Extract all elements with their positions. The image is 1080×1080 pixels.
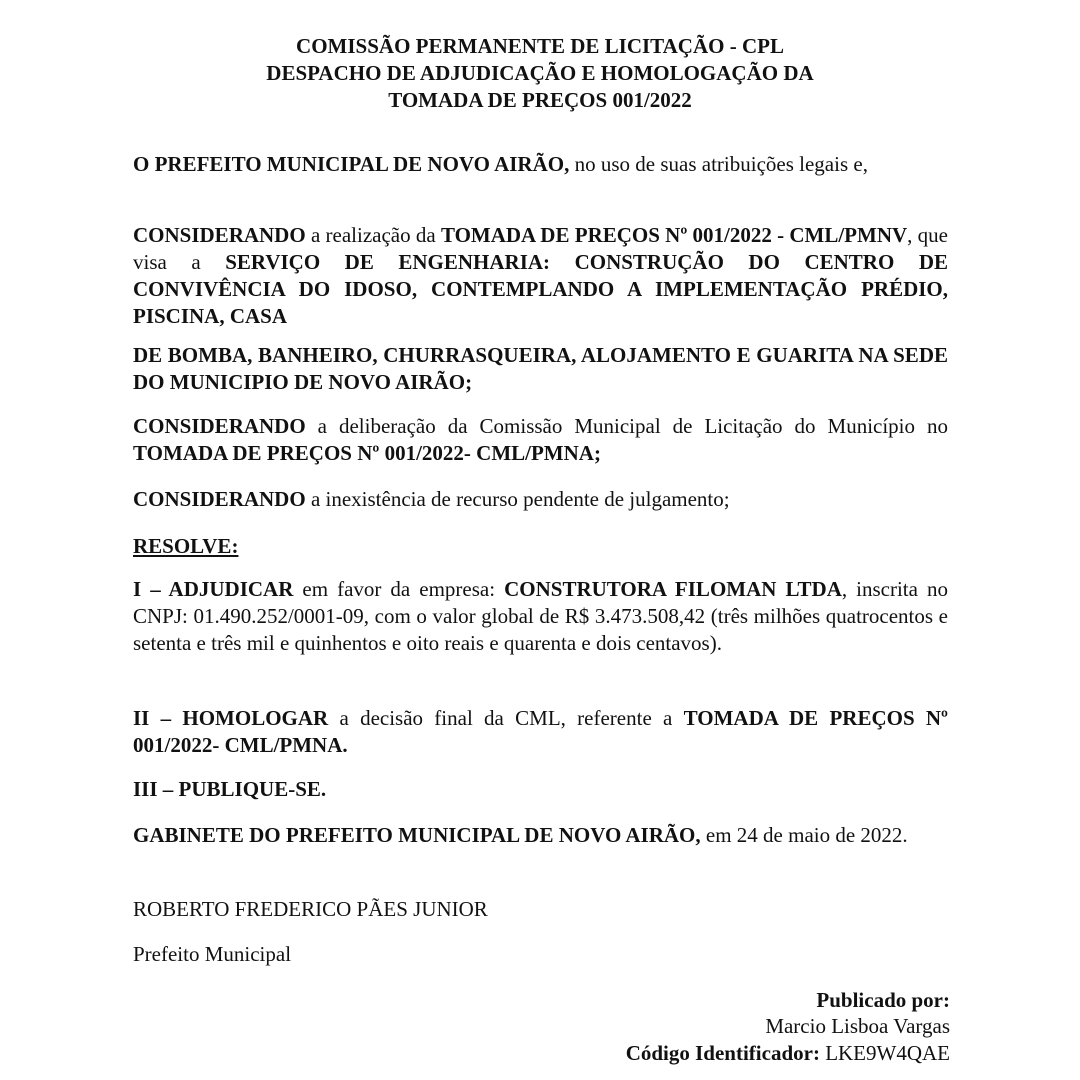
header-line-1: COMISSÃO PERMANENTE DE LICITAÇÃO - CPL [296, 34, 784, 58]
item-2-paragraph [133, 705, 948, 759]
item-1-paragraph [133, 576, 948, 657]
item-1-text-1: em favor da empresa: [293, 577, 505, 601]
intro-paragraph [133, 151, 948, 178]
item-1-bold-2: CONSTRUTORA FILOMAN LTDA [504, 577, 842, 601]
considerando-1-text-2: , que visa a [133, 223, 948, 274]
considerando-1-lead: CONSIDERANDO [133, 223, 306, 247]
considerando-3-paragraph [133, 486, 948, 513]
considerando-2-text: a deliberação da Comissão Municipal de Licitação do Município no [305, 414, 948, 438]
item-1-bold-1: I – ADJUDICAR [133, 577, 294, 601]
item-3-paragraph: III – PUBLIQUE-SE. [133, 777, 327, 801]
considerando-1-bold-2: SERVIÇO DE ENGENHARIA: CONSTRUÇÃO DO CENTRO DE CONVIVÊNCIA DO IDOSO, CONTEMPLANDO A IMPLEMENTAÇÃO PRÉDIO, PISCINA, CASA [133, 250, 948, 328]
header-line-2: DESPACHO DE ADJUDICAÇÃO E HOMOLOGAÇÃO DA [266, 61, 814, 85]
publisher-name: Marcio Lisboa Vargas [765, 1014, 950, 1038]
gabinete-text: em 24 de maio de 2022. [700, 823, 908, 847]
resolve-heading: RESOLVE: [133, 534, 239, 558]
header-line-3: TOMADA DE PREÇOS 001/2022 [388, 88, 692, 112]
intro-bold: O PREFEITO MUNICIPAL DE NOVO AIRÃO, [133, 152, 570, 176]
gabinete-paragraph [133, 822, 948, 849]
considerando-2-bold: TOMADA DE PREÇOS Nº 001/2022- CML/PMNA; [133, 441, 601, 465]
considerando-1-continuation: DE BOMBA, BANHEIRO, CHURRASQUEIRA, ALOJAMENTO E GUARITA NA SEDE DO MUNICIPIO DE NOVO AIRÃO; [133, 343, 948, 394]
identifier-code [626, 1040, 950, 1067]
item-2-text: a decisão final da CML, referente a [328, 706, 684, 730]
signature-role: Prefeito Municipal [133, 942, 292, 966]
identifier-code-value: LKE9W4QAE [819, 1041, 950, 1065]
gabinete-bold: GABINETE DO PREFEITO MUNICIPAL DE NOVO AIRÃO, [133, 823, 701, 847]
signature-name: ROBERTO FREDERICO PÃES JUNIOR [133, 897, 488, 921]
considerando-2-lead: CONSIDERANDO [133, 414, 306, 438]
considerando-1-text-1: a realização da [305, 223, 441, 247]
considerando-3-lead: CONSIDERANDO [133, 487, 306, 511]
item-2-bold-2: TOMADA DE PREÇOS Nº 001/2022- CML/PMNA. [133, 706, 948, 757]
considerando-1-paragraph [133, 222, 948, 330]
considerando-1-bold-1: TOMADA DE PREÇOS Nº 001/2022 - CML/PMNV [440, 223, 908, 247]
considerando-3-text: a inexistência de recurso pendente de julgamento; [305, 487, 730, 511]
published-by-label: Publicado por: [816, 988, 950, 1012]
item-2-bold-1: II – HOMOLOGAR [133, 706, 329, 730]
intro-text: no uso de suas atribuições legais e, [569, 152, 868, 176]
item-1-text-2: , inscrita no CNPJ: 01.490.252/0001-09, com o valor global de R$ 3.473.508,42 (três milhões quatrocentos e setenta e três mil e quinhentos e oito reais e quarenta e dois centavos). [133, 577, 948, 655]
identifier-code-label: Código Identificador: [625, 1041, 820, 1065]
considerando-2-paragraph [133, 413, 948, 467]
